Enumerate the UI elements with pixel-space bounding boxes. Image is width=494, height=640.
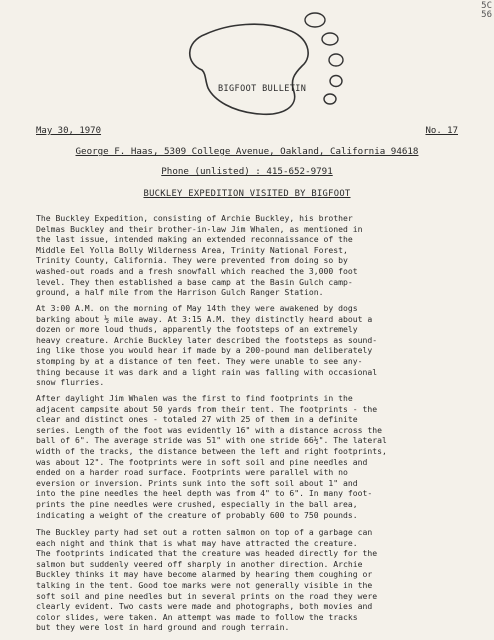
paragraph-salmon: The Buckley party had set out a rotten salmon on top of a garbage can each night and think that is what may have attracted the creature. The footprints indicated that the creature was headed directly for the salmon but suddenly veered off sharply in another direction. Archie Buckley thinks it may have become alarmed by hearing them coughing or talking in the tent. Good toe marks were not generally visible in the soft soil and pine needles but in several prints on the road they were clearly evident. Two casts were made and photographs, both movies and color slides, were taken. An attempt was made to follow the tracks but they were lost in hard ground and rough terrain. (36, 527, 378, 633)
publisher-address (0, 146, 494, 157)
paragraph-footprints: After daylight Jim Whalen was the first to find footprints in the adjacent campsite about 50 yards from their tent. The footprints - the clear and distinct ones - totaled 27 with 25 of them in a definite series. Length of the foot was evidently 16" with a distance across the ball of 6". The average stride was 51" with one stride 66½". The lateral width of the tracks, the distance between the left and right footprints, was about 12". The footprints were in soft soil and pine needles and ended on a harder road surface. Footprints were parallel with no eversion or inversion. Prints sunk into the soft soil about 1" and into the pine needles the heel depth was from 4" to 6". In many foot- prints the pine needles were crushed, especially in the ball area, indicating a weight of the creature of probably 600 to 750 pounds. (36, 393, 387, 520)
article-headline (0, 189, 494, 199)
issue-date: May 30, 1970 (36, 126, 102, 136)
bigfoot-footprint-outline (172, 6, 372, 124)
corner-handwritten-mark: 5C 56 (481, 1, 492, 20)
issue-meta-row (36, 126, 458, 136)
headline-text: BUCKLEY EXPEDITION VISITED BY BIGFOOT (143, 189, 351, 199)
paragraph-night-sounds: At 3:00 A.M. on the morning of May 14th they were awakened by dogs barking about ½ mile away. At 3:15 A.M. they distinctly heard about a dozen or more loud thuds, apparently the footsteps of an extremely heavy creature. Archie Buckley later described the footsteps as sound- ing like those you would hear if made by a 200-pound man deliberately stomping by at a distance of ten feet. They were unable to see any- thing because it was dark and a light rain was falling with occasional snow flurries. (36, 303, 378, 388)
publisher-phone (0, 166, 494, 177)
paragraph-expedition: The Buckley Expedition, consisting of Archie Buckley, his brother Delmas Buckley and their brother-in-law Jim Whalen, as mentioned in the last issue, intended making an extended reconnaissance of the Middle Eel Yolla Bolly Wilderness Area, Trinity National Forest, Trinity County, California. They were prevented from doing so by washed-out roads and a fresh snowfall which reached the 3,000 foot level. They then established a base camp at the Basin Gulch camp- ground, a half mile from the Harrison Gulch Ranger Station. (36, 213, 363, 298)
issue-number: No. 17 (425, 126, 458, 136)
bulletin-title: BIGFOOT BULLETIN (218, 84, 307, 94)
phone-text: Phone (unlisted) : 415-652-9791 (161, 166, 333, 177)
address-text: George F. Haas, 5309 College Avenue, Oakland, California 94618 (75, 146, 419, 157)
